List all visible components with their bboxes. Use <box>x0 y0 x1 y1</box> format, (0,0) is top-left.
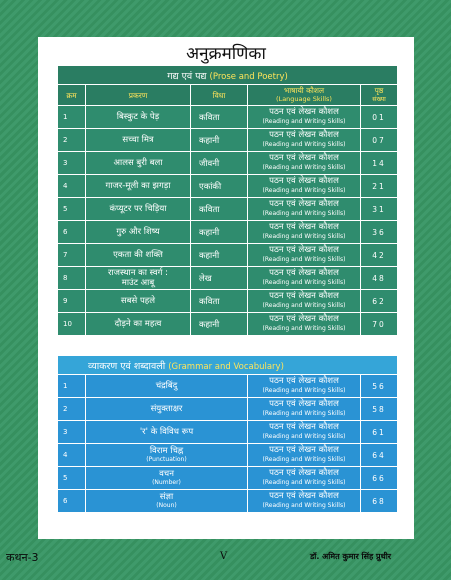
table-row: 6 गुरु और शिष्य कहानी पठन एवं लेखन कौशल (Reading and Writing Skills) 36 <box>58 221 398 244</box>
table-row: 4 गाजर-मूली का झगड़ा एकांकी पठन एवं लेखन कौशल (Reading and Writing Skills) 21 <box>58 175 398 198</box>
table-header-row <box>58 85 398 106</box>
table-row: 9 सबसे पहले कविता पठन एवं लेखन कौशल (Reading and Writing Skills) 62 <box>58 290 398 313</box>
grammar-vocabulary-heading: व्याकरण एवं शब्दावली (Grammar and Vocabulary) <box>58 356 398 375</box>
footer-page-number: V <box>220 551 228 562</box>
table-row: 2 सच्चा मित्र कहानी पठन एवं लेखन कौशल (Reading and Writing Skills) 07 <box>58 129 398 152</box>
table-row: 1 चंद्रबिंदु पठन एवं लेखन कौशल (Reading and Writing Skills) 56 <box>58 375 398 398</box>
table-row: 3 'र' के विविध रूप पठन एवं लेखन कौशल (Reading and Writing Skills) 61 <box>58 421 398 444</box>
prose-poetry-heading: गद्य एवं पद्य (Prose and Poetry) <box>58 66 398 85</box>
footer-book-title: कथन-3 <box>6 551 39 564</box>
table-row: 1 बिस्कुट के पेड़ कविता पठन एवं लेखन कौशल (Reading and Writing Skills) 01 <box>58 106 398 129</box>
table-row: 3 आलस बुरी बला जीवनी पठन एवं लेखन कौशल (Reading and Writing Skills) 14 <box>58 152 398 175</box>
table-row: 2 संयुक्ताक्षर पठन एवं लेखन कौशल (Reading and Writing Skills) 58 <box>58 398 398 421</box>
footer-author: डॉ. अमित कुमार सिंह प्रुथीर <box>310 552 392 561</box>
header-genre: विधा <box>191 85 248 106</box>
table-row: 8 राजस्थान का स्वर्ग : माउंट आबू लेख पठन एवं लेखन कौशल (Reading and Writing Skills) 48 <box>58 267 398 290</box>
table-row: 4 विराम चिह्न (Punctuation) पठन एवं लेखन कौशल (Reading and Writing Skills) 64 <box>58 444 398 467</box>
header-skill: भाषायी कौशल (Language Skills) <box>248 85 361 106</box>
header-topic: प्रकरण <box>86 85 191 106</box>
table-row: 5 कंप्यूटर पर चिड़िया कविता पठन एवं लेखन कौशल (Reading and Writing Skills) 31 <box>58 198 398 221</box>
table-row: 6 संज्ञा (Noun) पठन एवं लेखन कौशल (Reading and Writing Skills) 68 <box>58 490 398 513</box>
grammar-vocabulary-table <box>57 355 398 513</box>
header-page: पृष्ठ संख्या <box>361 85 398 106</box>
table-row: 5 वचन (Number) पठन एवं लेखन कौशल (Reading and Writing Skills) 66 <box>58 467 398 490</box>
page-title: अनुक्रमणिका <box>186 44 266 64</box>
prose-poetry-table <box>57 65 398 336</box>
table-row: 10 दौड़ने का महत्व कहानी पठन एवं लेखन कौशल (Reading and Writing Skills) 70 <box>58 313 398 336</box>
table-row: 7 एकता की शक्ति कहानी पठन एवं लेखन कौशल (Reading and Writing Skills) 42 <box>58 244 398 267</box>
content-page <box>38 37 414 539</box>
header-num: क्रम <box>58 85 86 106</box>
